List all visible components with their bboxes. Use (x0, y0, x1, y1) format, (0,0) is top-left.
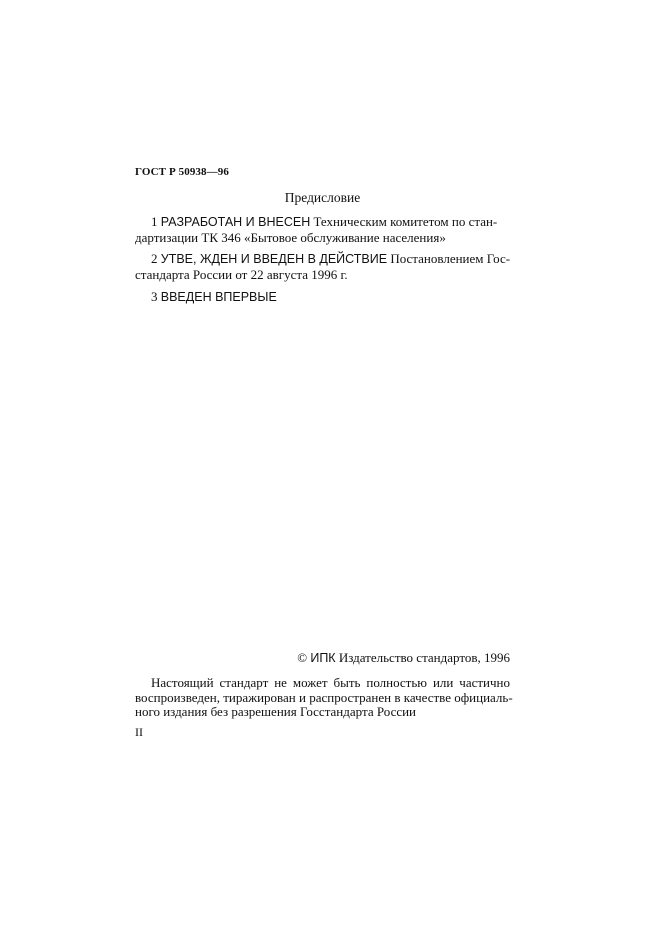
foreword-item-3 (135, 289, 510, 305)
item-lead: УТВЕ, ЖДЕН И ВВЕДЕН В ДЕЙСТВИЕ (160, 252, 388, 266)
foreword-item-2 (135, 251, 510, 283)
item-number: 1 (151, 214, 158, 229)
notice-line-2: воспроизведен, тиражирован и распространен в качестве официаль- (135, 689, 513, 705)
item-lead: ВВЕДЕН ВПЕРВЫЕ (160, 290, 277, 304)
foreword-item-2-line-1 (135, 251, 510, 267)
document-code: ГОСТ Р 50938—96 (135, 166, 229, 178)
foreword-item-1-line-1 (135, 214, 510, 230)
item-number: 2 (151, 251, 158, 266)
item-lead: РАЗРАБОТАН И ВНЕСЕН (160, 215, 311, 229)
foreword-item-2-line-2: стандарта России от 22 августа 1996 г. (135, 267, 348, 282)
copyright-line (135, 650, 510, 666)
foreword-item-1-line-2: дартизации ТК 346 «Бытовое обслуживание населения» (135, 230, 446, 245)
notice-line-1: Настоящий стандарт не может быть полностью или частично (151, 675, 510, 690)
reproduction-notice (135, 675, 513, 720)
foreword-title: Предисловие (284, 190, 361, 205)
page-number: II (135, 725, 143, 739)
copyright-org: ИПК (310, 651, 336, 665)
foreword-item-3-line-1 (135, 289, 510, 305)
item-text: Техническим комитетом по стан- (313, 214, 498, 229)
foreword-item-1 (135, 214, 510, 246)
notice-line-3: ного издания без разрешения Госстандарта России (135, 704, 417, 719)
item-text: Постановлением Гос- (390, 251, 511, 266)
copyright-symbol: © (297, 650, 308, 665)
copyright-text: Издательство стандартов, 1996 (338, 650, 510, 665)
item-number: 3 (151, 289, 158, 304)
